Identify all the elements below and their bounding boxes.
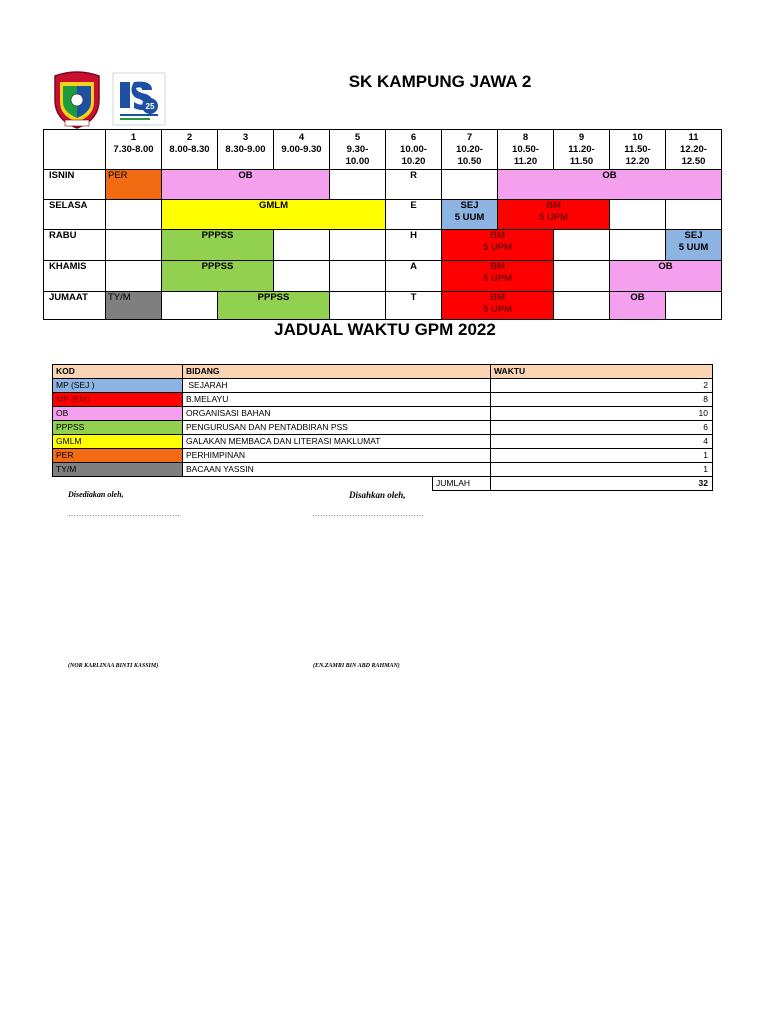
slot-rabu-pppss: PPPSS [162, 230, 274, 261]
approved-by-label: Disahkan oleh, [349, 490, 406, 500]
period-5-header [330, 130, 386, 170]
legend-bidang: PERHIMPINAN [183, 449, 491, 463]
legend-bidang: GALAKAN MEMBACA DAN LITERASI MAKLUMAT [183, 435, 491, 449]
slot-empty [554, 230, 610, 261]
legend-kod: MP (SEJ ) [53, 379, 183, 393]
slot-rabu-bm: BM 5 UPM [442, 230, 554, 261]
legend-row [53, 393, 713, 407]
day-row-rabu [44, 230, 722, 261]
period-time: 9.30- 10.00 [345, 144, 370, 167]
svg-text:25: 25 [145, 102, 155, 111]
legend-total-row [53, 477, 713, 491]
day-label: ISNIN [44, 170, 106, 200]
pss-anniversary-logo [112, 72, 166, 126]
period-number: 4 [298, 132, 305, 143]
period-7-header [442, 130, 498, 170]
rehat-letter: H [386, 230, 442, 261]
period-2-header [162, 130, 218, 170]
legend-kod: OB [53, 407, 183, 421]
period-8-header [498, 130, 554, 170]
legend-total-label: JUMLAH [433, 477, 491, 491]
slot-empty [666, 292, 722, 320]
prepared-by-name: (NOR KARLINAA BINTI KASSIM) [68, 663, 159, 669]
rehat-letter: T [386, 292, 442, 320]
legend-bidang: SEJARAH [183, 379, 491, 393]
rehat-letter: E [386, 200, 442, 230]
slot-empty [274, 230, 330, 261]
period-number: 11 [688, 132, 699, 143]
period-3-header [218, 130, 274, 170]
period-time: 10.00- 10.20 [400, 144, 427, 167]
slot-khamis-ob: OB [610, 261, 722, 292]
period-number: 5 [354, 132, 361, 143]
legend-header-bidang: BIDANG [183, 365, 491, 379]
rehat-letter: R [386, 170, 442, 200]
slot-empty [330, 230, 386, 261]
slot-jumaat-ob: OB [610, 292, 666, 320]
period-time: 10.20- 10.50 [456, 144, 483, 167]
slot-selasa-gmlm: GMLM [162, 200, 386, 230]
period-time: 8.30-9.00 [225, 144, 266, 155]
legend-row [53, 435, 713, 449]
timetable-title: JADUAL WAKTU GPM 2022 [274, 320, 496, 339]
slot-jumaat-tym: TY/M [106, 292, 162, 320]
legend-waktu: 10 [491, 407, 713, 421]
legend-total-value: 32 [491, 477, 713, 491]
period-number: 8 [522, 132, 529, 143]
slot-isnin-ob: OB [162, 170, 330, 200]
slot-empty [666, 200, 722, 230]
slot-selasa-bm: BM 5 UPM [498, 200, 610, 230]
day-label: RABU [44, 230, 106, 261]
slot-empty [106, 261, 162, 292]
school-crest-logo [51, 70, 103, 130]
slot-empty [330, 261, 386, 292]
slot-empty [442, 170, 498, 200]
slot-empty [610, 230, 666, 261]
period-number: 9 [578, 132, 585, 143]
slot-empty [554, 292, 610, 320]
period-time: 11.50- 12.20 [624, 144, 651, 167]
legend-bidang: BACAAN YASSIN [183, 463, 491, 477]
school-name: SK KAMPUNG JAWA 2 [348, 72, 532, 91]
day-row-isnin [44, 170, 722, 200]
legend-row [53, 421, 713, 435]
period-time: 11.20- 11.50 [568, 144, 595, 167]
slot-isnin-ob-2: OB [498, 170, 722, 200]
period-11-header [666, 130, 722, 170]
slot-empty [274, 261, 330, 292]
period-time: 8.00-8.30 [169, 144, 210, 155]
slot-empty [554, 261, 610, 292]
day-label: SELASA [44, 200, 106, 230]
slot-isnin-per: PER [106, 170, 162, 200]
rehat-letter: A [386, 261, 442, 292]
period-4-header [274, 130, 330, 170]
legend-blank [53, 477, 183, 491]
day-label: KHAMIS [44, 261, 106, 292]
legend-row [53, 379, 713, 393]
legend-kod: PPPSS [53, 421, 183, 435]
legend-bidang: B.MELAYU [183, 393, 491, 407]
period-6-header [386, 130, 442, 170]
legend-waktu: 1 [491, 449, 713, 463]
slot-empty [162, 292, 218, 320]
slot-empty [106, 230, 162, 261]
legend-bidang: PENGURUSAN DAN PENTADBIRAN PSS [183, 421, 491, 435]
period-number: 10 [632, 132, 643, 143]
legend-waktu: 2 [491, 379, 713, 393]
period-1-header [106, 130, 162, 170]
legend-row [53, 407, 713, 421]
corner-cell [44, 130, 106, 170]
period-time: 7.30-8.00 [113, 144, 154, 155]
slot-selasa-sej: SEJ 5 UUM [442, 200, 498, 230]
prepared-signature-line: …………………………………… [68, 509, 180, 518]
period-number: 3 [242, 132, 249, 143]
legend-bidang: ORGANISASI BAHAN [183, 407, 491, 421]
legend-blank [183, 477, 433, 491]
period-time: 12.20- 12.50 [680, 144, 707, 167]
period-time: 10.50- 11.20 [512, 144, 539, 167]
slot-jumaat-pppss: PPPSS [218, 292, 330, 320]
timetable [43, 129, 722, 320]
day-row-selasa [44, 200, 722, 230]
legend-waktu: 8 [491, 393, 713, 407]
slot-empty [330, 170, 386, 200]
legend-table [52, 364, 713, 491]
period-number: 7 [466, 132, 473, 143]
slot-khamis-pppss: PPPSS [162, 261, 274, 292]
legend-kod: PER [53, 449, 183, 463]
slot-empty [330, 292, 386, 320]
legend-row [53, 449, 713, 463]
legend-header-kod: KOD [53, 365, 183, 379]
period-number: 1 [130, 132, 137, 143]
slot-jumaat-bm: BM 5 UPM [442, 292, 554, 320]
period-10-header [610, 130, 666, 170]
legend-kod: MP (BM) [53, 393, 183, 407]
prepared-by-label: Disediakan oleh, [68, 490, 124, 499]
legend-row [53, 463, 713, 477]
legend-waktu: 4 [491, 435, 713, 449]
approved-by-name: (EN.ZAMRI BIN ABD RAHMAN) [313, 663, 400, 669]
period-9-header [554, 130, 610, 170]
period-number: 6 [410, 132, 417, 143]
legend-waktu: 1 [491, 463, 713, 477]
legend-kod: TY/M [53, 463, 183, 477]
period-header-row [44, 130, 722, 170]
legend-kod: GMLM [53, 435, 183, 449]
day-row-khamis [44, 261, 722, 292]
slot-khamis-bm: BM 5 UPM [442, 261, 554, 292]
day-label: JUMAAT [44, 292, 106, 320]
legend-waktu: 6 [491, 421, 713, 435]
legend-header-waktu: WAKTU [491, 365, 713, 379]
slot-rabu-sej: SEJ 5 UUM [666, 230, 722, 261]
period-time: 9.00-9.30 [281, 144, 322, 155]
slot-empty [610, 200, 666, 230]
legend-header-row [53, 365, 713, 379]
period-number: 2 [186, 132, 193, 143]
approved-signature-line: …………………………………… [312, 509, 424, 518]
slot-empty [106, 200, 162, 230]
day-row-jumaat [44, 292, 722, 320]
